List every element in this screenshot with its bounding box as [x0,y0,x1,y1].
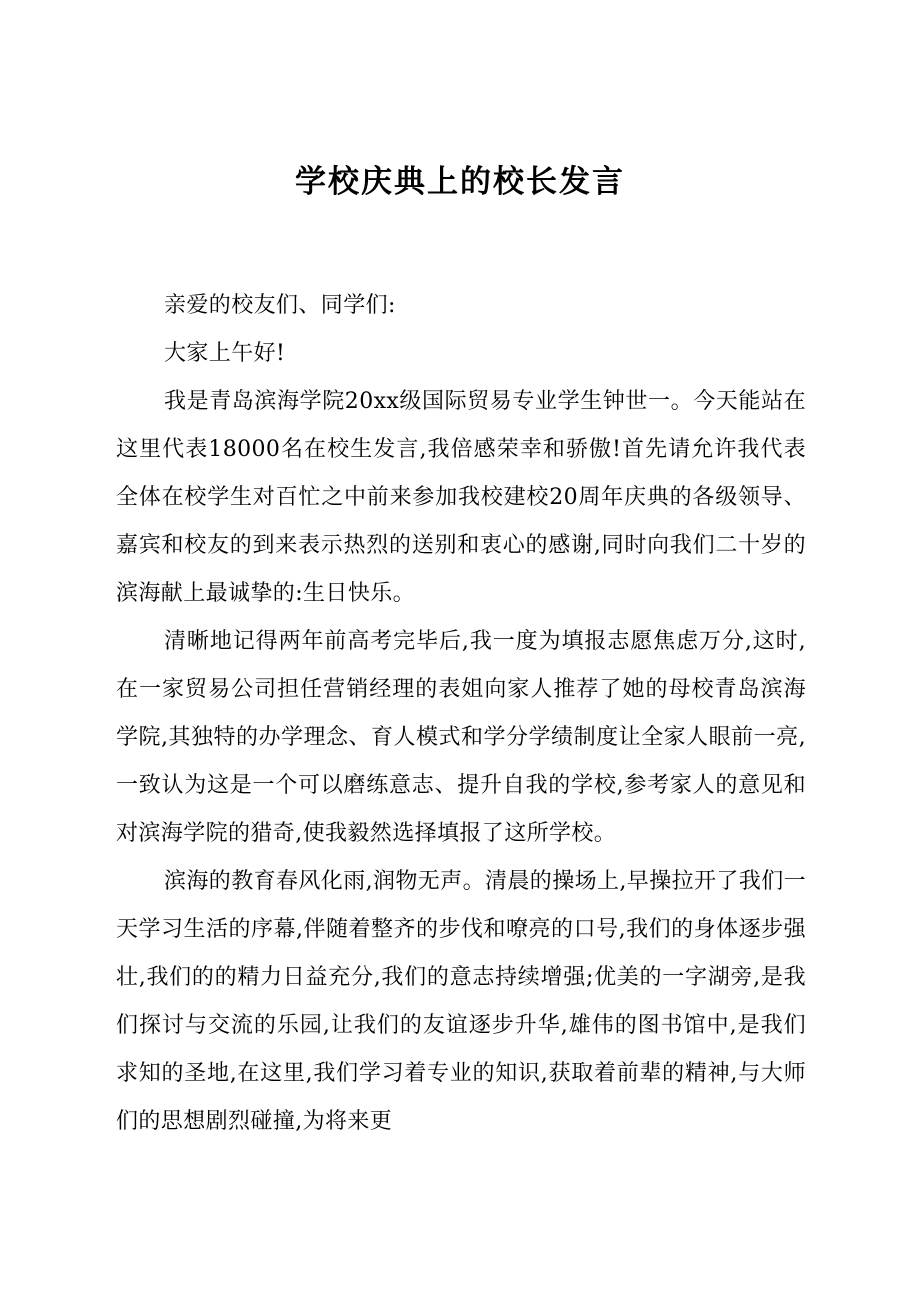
intro-paragraph: 我是青岛滨海学院20xx级国际贸易专业学生钟世一。今天能站在这里代表18000名在校生发言,我倍感荣幸和骄傲!首先请允许我代表全体在校学生对百忙之中前来参加我校建校20周年庆典的各级领导、嘉宾和校友的到来表示热烈的送别和衷心的感谢,同时向我们二十岁的滨海献上最诚挚的:生日快乐。 [116,389,806,606]
memory-paragraph: 清晰地记得两年前高考完毕后,我一度为填报志愿焦虑万分,这时,在一家贸易公司担任营销经理的表姐向家人推荐了她的母校青岛滨海学院,其独特的办学理念、育人模式和学分学绩制度让全家人眼前一亮,一致认为这是一个可以磨练意志、提升自我的学校,参考家人的意见和对滨海学院的猎奇,使我毅然选择填报了这所学校。 [116,629,806,846]
greeting-paragraph: 大家上午好! [164,341,286,366]
education-paragraph: 滨海的教育春风化雨,润物无声。清晨的操场上,早操拉开了我们一天学习生活的序幕,伴随着整齐的步伐和嘹亮的口号,我们的身体逐步强壮,我们的的精力日益充分,我们的意志持续增强;优美的一字湖旁,是我们探讨与交流的乐园,让我们的友谊逐步升华,雄伟的图书馆中,是我们求知的圣地,在这里,我们学习着专业的知识,获取着前辈的精神,与大师们的思想剧烈碰撞,为将来更 [116,869,806,1134]
document-title: 学校庆典上的校长发言 [295,164,625,200]
document-body [116,282,806,1146]
salutation-paragraph: 亲爱的校友们、同学们: [164,293,396,318]
